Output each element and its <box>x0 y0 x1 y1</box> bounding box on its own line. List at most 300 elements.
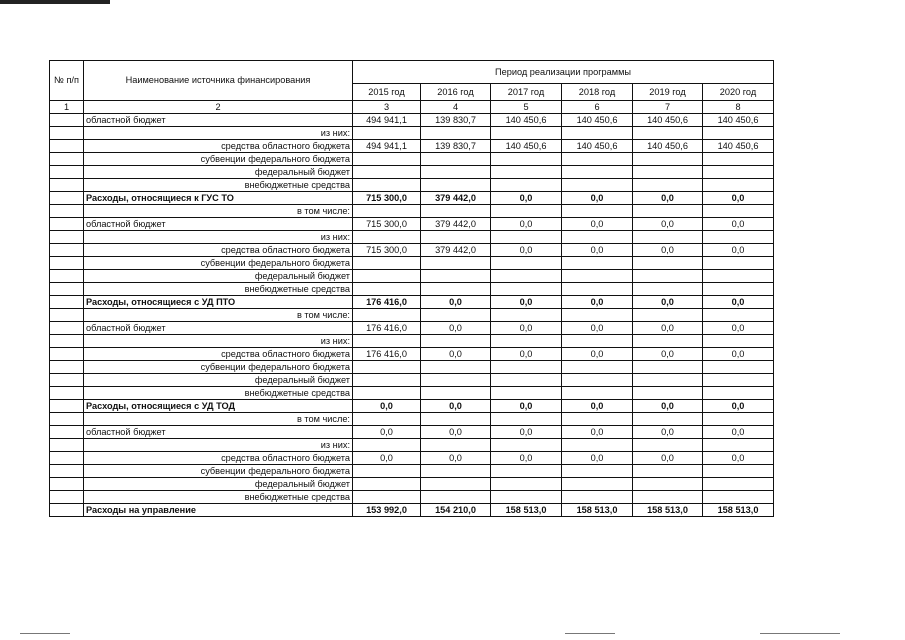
value-cell <box>491 127 562 140</box>
value-cell: 0,0 <box>633 244 703 257</box>
year-header: 2020 год <box>703 84 774 101</box>
value-cell <box>421 283 491 296</box>
value-cell: 0,0 <box>562 244 633 257</box>
value-cell <box>353 387 421 400</box>
value-cell <box>633 335 703 348</box>
value-cell <box>491 231 562 244</box>
value-cell: 0,0 <box>562 296 633 309</box>
value-cell <box>491 374 562 387</box>
row-number-cell <box>50 322 84 335</box>
value-cell <box>491 270 562 283</box>
index-row <box>50 101 774 114</box>
value-cell: 0,0 <box>353 452 421 465</box>
value-cell <box>421 309 491 322</box>
value-cell: 0,0 <box>633 452 703 465</box>
table-row <box>50 413 774 426</box>
value-cell <box>633 465 703 478</box>
value-cell <box>491 153 562 166</box>
value-cell <box>562 491 633 504</box>
value-cell <box>562 465 633 478</box>
value-cell <box>633 387 703 400</box>
table-row <box>50 452 774 465</box>
row-number-cell <box>50 491 84 504</box>
row-number-cell <box>50 140 84 153</box>
row-label: субвенции федерального бюджета <box>84 361 353 374</box>
value-cell <box>491 478 562 491</box>
value-cell <box>633 231 703 244</box>
table-row <box>50 309 774 322</box>
row-number-cell <box>50 309 84 322</box>
value-cell <box>562 374 633 387</box>
value-cell: 0,0 <box>562 322 633 335</box>
value-cell: 0,0 <box>633 322 703 335</box>
value-cell <box>491 309 562 322</box>
row-label: федеральный бюджет <box>84 166 353 179</box>
period-header: Период реализации программы <box>353 61 774 84</box>
value-cell <box>353 465 421 478</box>
value-cell <box>633 374 703 387</box>
value-cell: 0,0 <box>491 426 562 439</box>
row-label: из них: <box>84 335 353 348</box>
row-number-cell <box>50 257 84 270</box>
value-cell: 158 513,0 <box>633 504 703 517</box>
value-cell <box>703 166 774 179</box>
value-cell: 0,0 <box>703 426 774 439</box>
value-cell: 0,0 <box>491 348 562 361</box>
value-cell: 0,0 <box>491 192 562 205</box>
value-cell <box>421 361 491 374</box>
value-cell <box>421 478 491 491</box>
value-cell: 140 450,6 <box>562 140 633 153</box>
row-label: в том числе: <box>84 309 353 322</box>
value-cell <box>633 127 703 140</box>
value-cell <box>562 270 633 283</box>
table-row <box>50 205 774 218</box>
row-label: областной бюджет <box>84 114 353 127</box>
value-cell <box>703 413 774 426</box>
row-label: внебюджетные средства <box>84 283 353 296</box>
index-cell: 4 <box>421 101 491 114</box>
value-cell <box>633 283 703 296</box>
value-cell <box>562 478 633 491</box>
value-cell <box>421 413 491 426</box>
row-label: из них: <box>84 439 353 452</box>
value-cell <box>353 309 421 322</box>
scan-edge-mark-bottom-right <box>760 633 840 634</box>
value-cell <box>421 231 491 244</box>
table-row <box>50 127 774 140</box>
value-cell <box>421 491 491 504</box>
value-cell: 0,0 <box>562 192 633 205</box>
col-name-header: Наименование источника финансирования <box>84 61 353 101</box>
value-cell <box>353 153 421 166</box>
value-cell <box>421 205 491 218</box>
value-cell: 494 941,1 <box>353 140 421 153</box>
value-cell <box>353 439 421 452</box>
value-cell: 0,0 <box>491 400 562 413</box>
value-cell: 715 300,0 <box>353 192 421 205</box>
financing-table <box>49 60 774 517</box>
row-number-cell <box>50 231 84 244</box>
row-number-cell <box>50 361 84 374</box>
value-cell: 0,0 <box>491 244 562 257</box>
value-cell <box>562 413 633 426</box>
value-cell: 158 513,0 <box>562 504 633 517</box>
row-label: Расходы, относящиеся к ГУС ТО <box>84 192 353 205</box>
table-row <box>50 296 774 309</box>
value-cell <box>633 413 703 426</box>
value-cell: 0,0 <box>703 400 774 413</box>
row-number-cell <box>50 465 84 478</box>
value-cell <box>353 491 421 504</box>
value-cell <box>703 491 774 504</box>
value-cell <box>703 231 774 244</box>
row-label: средства областного бюджета <box>84 348 353 361</box>
value-cell: 379 442,0 <box>421 192 491 205</box>
row-label: внебюджетные средства <box>84 491 353 504</box>
value-cell <box>562 127 633 140</box>
table-row <box>50 283 774 296</box>
value-cell: 140 450,6 <box>633 140 703 153</box>
row-number-cell <box>50 348 84 361</box>
table-row <box>50 426 774 439</box>
value-cell: 0,0 <box>491 218 562 231</box>
scan-edge-mark-bottom-left <box>20 633 70 634</box>
value-cell: 0,0 <box>421 296 491 309</box>
table-row <box>50 322 774 335</box>
value-cell: 158 513,0 <box>491 504 562 517</box>
row-number-cell <box>50 114 84 127</box>
value-cell: 379 442,0 <box>421 244 491 257</box>
index-cell: 7 <box>633 101 703 114</box>
value-cell: 0,0 <box>353 426 421 439</box>
value-cell: 0,0 <box>633 348 703 361</box>
value-cell <box>491 205 562 218</box>
value-cell <box>421 270 491 283</box>
value-cell: 153 992,0 <box>353 504 421 517</box>
value-cell: 0,0 <box>633 192 703 205</box>
row-label: из них: <box>84 127 353 140</box>
row-label: средства областного бюджета <box>84 140 353 153</box>
value-cell <box>703 309 774 322</box>
table-row <box>50 400 774 413</box>
table-row <box>50 166 774 179</box>
row-label: федеральный бюджет <box>84 374 353 387</box>
value-cell <box>633 166 703 179</box>
value-cell: 0,0 <box>421 322 491 335</box>
value-cell: 176 416,0 <box>353 348 421 361</box>
value-cell <box>633 153 703 166</box>
value-cell: 0,0 <box>491 322 562 335</box>
table-row <box>50 270 774 283</box>
value-cell <box>353 166 421 179</box>
value-cell <box>633 270 703 283</box>
value-cell <box>562 439 633 452</box>
value-cell: 0,0 <box>491 452 562 465</box>
row-number-cell <box>50 296 84 309</box>
value-cell <box>421 465 491 478</box>
value-cell <box>421 166 491 179</box>
table-row <box>50 153 774 166</box>
value-cell <box>491 413 562 426</box>
value-cell <box>491 491 562 504</box>
value-cell <box>353 231 421 244</box>
value-cell <box>633 491 703 504</box>
value-cell <box>353 270 421 283</box>
value-cell <box>491 387 562 400</box>
value-cell <box>421 387 491 400</box>
value-cell <box>421 257 491 270</box>
value-cell <box>703 205 774 218</box>
value-cell <box>421 374 491 387</box>
value-cell <box>353 478 421 491</box>
value-cell <box>703 179 774 192</box>
row-number-cell <box>50 244 84 257</box>
value-cell: 0,0 <box>633 296 703 309</box>
row-number-cell <box>50 504 84 517</box>
row-number-cell <box>50 127 84 140</box>
value-cell <box>562 179 633 192</box>
value-cell <box>703 335 774 348</box>
table-row <box>50 335 774 348</box>
value-cell: 0,0 <box>421 348 491 361</box>
value-cell: 0,0 <box>633 218 703 231</box>
row-label: средства областного бюджета <box>84 452 353 465</box>
row-label: в том числе: <box>84 205 353 218</box>
table-row <box>50 478 774 491</box>
value-cell <box>421 153 491 166</box>
table-row <box>50 114 774 127</box>
value-cell <box>491 465 562 478</box>
value-cell <box>421 179 491 192</box>
row-number-cell <box>50 387 84 400</box>
value-cell <box>562 309 633 322</box>
value-cell <box>353 205 421 218</box>
value-cell <box>491 166 562 179</box>
value-cell: 0,0 <box>491 296 562 309</box>
value-cell <box>353 283 421 296</box>
value-cell: 715 300,0 <box>353 244 421 257</box>
table-row <box>50 231 774 244</box>
value-cell: 0,0 <box>703 322 774 335</box>
scan-edge-mark-bottom-mid <box>565 633 615 634</box>
table-row <box>50 361 774 374</box>
value-cell <box>703 439 774 452</box>
scan-edge-mark-top <box>0 0 110 4</box>
value-cell <box>703 283 774 296</box>
value-cell: 0,0 <box>703 296 774 309</box>
value-cell <box>491 335 562 348</box>
row-number-cell <box>50 218 84 231</box>
value-cell: 494 941,1 <box>353 114 421 127</box>
row-label: субвенции федерального бюджета <box>84 465 353 478</box>
value-cell <box>562 231 633 244</box>
value-cell: 158 513,0 <box>703 504 774 517</box>
row-label: областной бюджет <box>84 322 353 335</box>
value-cell <box>562 387 633 400</box>
value-cell <box>562 153 633 166</box>
value-cell <box>703 361 774 374</box>
value-cell: 140 450,6 <box>633 114 703 127</box>
value-cell: 715 300,0 <box>353 218 421 231</box>
value-cell <box>562 205 633 218</box>
row-number-cell <box>50 270 84 283</box>
value-cell <box>421 439 491 452</box>
value-cell <box>491 283 562 296</box>
value-cell <box>353 413 421 426</box>
row-number-cell <box>50 335 84 348</box>
table-row <box>50 491 774 504</box>
table-row <box>50 218 774 231</box>
row-number-cell <box>50 400 84 413</box>
value-cell <box>491 361 562 374</box>
value-cell <box>353 335 421 348</box>
year-header: 2018 год <box>562 84 633 101</box>
row-number-cell <box>50 374 84 387</box>
value-cell: 0,0 <box>421 400 491 413</box>
value-cell <box>562 257 633 270</box>
value-cell <box>703 387 774 400</box>
value-cell: 0,0 <box>633 400 703 413</box>
row-number-cell <box>50 205 84 218</box>
row-number-cell <box>50 413 84 426</box>
value-cell: 0,0 <box>633 426 703 439</box>
value-cell <box>703 270 774 283</box>
row-number-cell <box>50 283 84 296</box>
value-cell <box>703 127 774 140</box>
row-label: внебюджетные средства <box>84 387 353 400</box>
index-cell: 2 <box>84 101 353 114</box>
value-cell <box>353 257 421 270</box>
index-cell: 6 <box>562 101 633 114</box>
value-cell <box>633 361 703 374</box>
row-number-cell <box>50 166 84 179</box>
index-cell: 8 <box>703 101 774 114</box>
table-row <box>50 257 774 270</box>
year-header: 2016 год <box>421 84 491 101</box>
value-cell <box>421 335 491 348</box>
value-cell <box>491 179 562 192</box>
row-number-cell <box>50 153 84 166</box>
table-row <box>50 387 774 400</box>
value-cell <box>353 127 421 140</box>
table-row <box>50 465 774 478</box>
table-row <box>50 374 774 387</box>
value-cell <box>703 153 774 166</box>
value-cell <box>353 374 421 387</box>
value-cell: 0,0 <box>562 426 633 439</box>
value-cell: 176 416,0 <box>353 296 421 309</box>
col-no-header: № п/п <box>50 61 84 101</box>
value-cell: 0,0 <box>353 400 421 413</box>
value-cell: 140 450,6 <box>562 114 633 127</box>
row-label: из них: <box>84 231 353 244</box>
value-cell <box>703 465 774 478</box>
header-row-1 <box>50 61 774 84</box>
row-label: Расходы на управление <box>84 504 353 517</box>
row-label: федеральный бюджет <box>84 270 353 283</box>
row-number-cell <box>50 478 84 491</box>
value-cell: 0,0 <box>562 218 633 231</box>
index-cell: 3 <box>353 101 421 114</box>
table-row <box>50 192 774 205</box>
value-cell: 0,0 <box>703 218 774 231</box>
value-cell: 0,0 <box>703 452 774 465</box>
row-label: средства областного бюджета <box>84 244 353 257</box>
year-header: 2017 год <box>491 84 562 101</box>
value-cell: 379 442,0 <box>421 218 491 231</box>
value-cell <box>703 478 774 491</box>
row-label: федеральный бюджет <box>84 478 353 491</box>
value-cell: 0,0 <box>562 400 633 413</box>
index-cell: 5 <box>491 101 562 114</box>
table-row <box>50 504 774 517</box>
value-cell: 0,0 <box>421 426 491 439</box>
value-cell: 140 450,6 <box>491 140 562 153</box>
table-row <box>50 244 774 257</box>
value-cell <box>353 361 421 374</box>
year-header: 2015 год <box>353 84 421 101</box>
row-number-cell <box>50 452 84 465</box>
row-label: областной бюджет <box>84 218 353 231</box>
value-cell: 0,0 <box>421 452 491 465</box>
value-cell: 0,0 <box>562 348 633 361</box>
value-cell: 154 210,0 <box>421 504 491 517</box>
value-cell <box>633 309 703 322</box>
value-cell <box>703 257 774 270</box>
value-cell <box>633 205 703 218</box>
row-label: Расходы, относящиеся с УД ТОД <box>84 400 353 413</box>
value-cell: 139 830,7 <box>421 114 491 127</box>
value-cell <box>633 439 703 452</box>
value-cell <box>562 335 633 348</box>
row-label: областной бюджет <box>84 426 353 439</box>
row-label: в том числе: <box>84 413 353 426</box>
value-cell: 0,0 <box>703 244 774 257</box>
value-cell: 140 450,6 <box>703 140 774 153</box>
value-cell <box>491 439 562 452</box>
value-cell <box>633 179 703 192</box>
value-cell: 176 416,0 <box>353 322 421 335</box>
value-cell <box>703 374 774 387</box>
table-row <box>50 348 774 361</box>
row-label: Расходы, относящиеся с УД ПТО <box>84 296 353 309</box>
value-cell <box>562 361 633 374</box>
year-header: 2019 год <box>633 84 703 101</box>
value-cell: 140 450,6 <box>703 114 774 127</box>
row-number-cell <box>50 192 84 205</box>
row-label: внебюджетные средства <box>84 179 353 192</box>
value-cell: 140 450,6 <box>491 114 562 127</box>
value-cell: 0,0 <box>562 452 633 465</box>
value-cell: 139 830,7 <box>421 140 491 153</box>
value-cell: 0,0 <box>703 348 774 361</box>
table-row <box>50 179 774 192</box>
value-cell <box>353 179 421 192</box>
table-row <box>50 439 774 452</box>
index-cell: 1 <box>50 101 84 114</box>
value-cell: 0,0 <box>703 192 774 205</box>
table-row <box>50 140 774 153</box>
row-number-cell <box>50 179 84 192</box>
value-cell <box>491 257 562 270</box>
value-cell <box>562 166 633 179</box>
value-cell <box>562 283 633 296</box>
row-label: субвенции федерального бюджета <box>84 257 353 270</box>
row-number-cell <box>50 439 84 452</box>
value-cell <box>421 127 491 140</box>
row-number-cell <box>50 426 84 439</box>
